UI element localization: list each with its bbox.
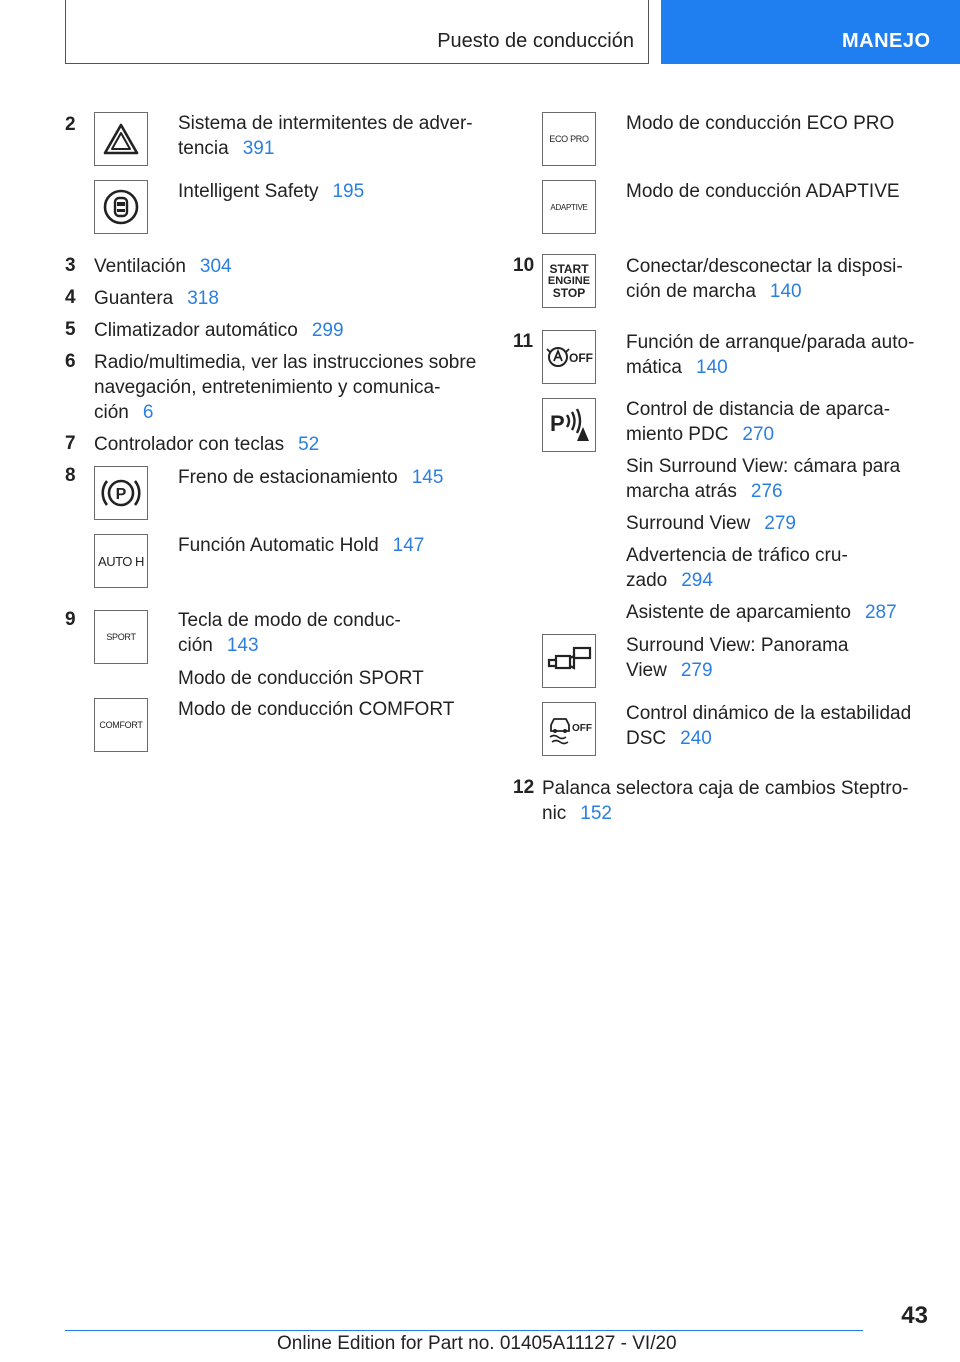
intelligent-safety-icon <box>94 180 148 234</box>
item-number: 11 <box>513 331 534 352</box>
dsc-off-icon <box>542 702 596 756</box>
page-ref-link[interactable]: 391 <box>242 138 275 159</box>
parking-brake-text: Freno de estacionamiento 145 <box>178 467 444 488</box>
page-ref-link[interactable]: 140 <box>769 281 802 302</box>
glovebox-text: Guantera 318 <box>94 288 219 309</box>
page-ref-link[interactable]: 276 <box>750 481 783 502</box>
comfort-mode-text: Modo de conducción COMFORT <box>178 699 455 720</box>
section-title: MANEJO <box>842 30 931 52</box>
comfort-mode-icon: COMFORT <box>94 698 148 752</box>
radio-multimedia-text: Radio/multimedia, ver las instrucciones sobre navegación, entretenimiento y comunica- ción 6 <box>94 352 477 423</box>
item-number: 4 <box>65 287 76 308</box>
svg-text:OFF: OFF <box>569 351 593 365</box>
page-ref-link[interactable]: 195 <box>332 181 365 202</box>
item-number: 7 <box>65 433 76 454</box>
page-ref-link[interactable]: 279 <box>764 513 796 534</box>
page-ref-link[interactable]: 240 <box>680 728 712 749</box>
sport-mode-icon: SPORT <box>94 610 148 664</box>
page-ref-link[interactable]: 299 <box>311 320 344 341</box>
page-number: 43 <box>901 1302 928 1329</box>
footer-divider <box>65 1330 863 1331</box>
page-ref-link[interactable]: 140 <box>695 357 728 378</box>
item-number: 6 <box>65 351 76 372</box>
item-number: 5 <box>65 319 76 340</box>
chapter-title: Puesto de conducción <box>437 30 634 52</box>
auto-start-stop-icon <box>542 330 596 384</box>
page-ref-link[interactable]: 152 <box>580 803 612 824</box>
eco-pro-mode-text: Modo de conducción ECO PRO <box>626 113 895 134</box>
page-ref-link[interactable]: 143 <box>226 635 259 656</box>
page-ref-link[interactable]: 279 <box>680 660 713 681</box>
park-distance-control-icon <box>542 398 596 452</box>
hazard-warning-text: Sistema de intermitentes de adver- tencia 391 <box>178 113 473 159</box>
svg-text:P: P <box>115 486 127 503</box>
parking-brake-icon <box>94 466 148 520</box>
hazard-warning-icon <box>94 112 148 166</box>
page-ref-link[interactable]: 147 <box>392 535 425 556</box>
item-number: 9 <box>65 609 76 630</box>
item-number: 8 <box>65 465 76 486</box>
start-stop-button-icon: START ENGINE STOP <box>542 254 596 308</box>
auto-hold-icon: AUTO H <box>94 534 148 588</box>
adaptive-mode-text: Modo de conducción ADAPTIVE <box>626 181 900 202</box>
ventilation-text: Ventilación 304 <box>94 256 232 277</box>
surround-view-panorama-text: Surround View: Panorama View 279 <box>626 635 849 681</box>
item-number: 10 <box>513 255 535 276</box>
climate-control-text: Climatizador automático 299 <box>94 320 344 341</box>
driving-mode-key-text: Tecla de modo de conduc- ción 143 Modo de conducción SPORT <box>178 610 424 689</box>
start-stop-text: Conectar/desconectar la disposi- ción de marcha 140 <box>626 256 903 302</box>
svg-text:P: P <box>550 411 565 436</box>
item-number: 3 <box>65 255 76 276</box>
auto-start-stop-text: Función de arranque/parada auto- mática 140 <box>626 332 915 378</box>
item-number: 12 <box>513 777 535 798</box>
page-ref-link[interactable]: 6 <box>142 402 154 423</box>
item-number: 2 <box>65 114 76 135</box>
parking-assistance-text: Control de distancia de aparca- miento PDC 270 Sin Surround View: cámara para marcha atrás 276 Surround View 279 Advertencia de tráfico cru- zado 294 Asistente de aparcamiento 287 <box>626 399 901 623</box>
header-section-tab <box>661 0 960 64</box>
page-ref-link[interactable]: 287 <box>864 602 897 623</box>
adaptive-mode-icon: ADAPTIVE <box>542 180 596 234</box>
page-ref-link[interactable]: 294 <box>681 570 713 591</box>
surround-view-panorama-icon <box>542 634 596 688</box>
page-ref-link[interactable]: 304 <box>199 256 232 277</box>
steptronic-selector-text: Palanca selectora caja de cambios Steptro- nic 152 <box>542 778 909 824</box>
eco-pro-mode-icon: ECO PRO <box>542 112 596 166</box>
page-ref-link[interactable]: 52 <box>298 434 320 455</box>
auto-hold-text: Función Automatic Hold 147 <box>178 535 425 556</box>
intelligent-safety-text: Intelligent Safety 195 <box>178 181 365 202</box>
controller-text: Controlador con teclas 52 <box>94 434 320 455</box>
page-ref-link[interactable]: 270 <box>742 424 775 445</box>
page-ref-link[interactable]: 145 <box>411 467 444 488</box>
header-title-box <box>65 0 649 64</box>
svg-text:OFF: OFF <box>572 723 592 734</box>
page-ref-link[interactable]: 318 <box>187 288 219 309</box>
dsc-text: Control dinámico de la estabilidad DSC 240 <box>626 703 912 749</box>
footer-edition: Online Edition for Part no. 01405A11127 - VI/20 <box>277 1333 677 1354</box>
